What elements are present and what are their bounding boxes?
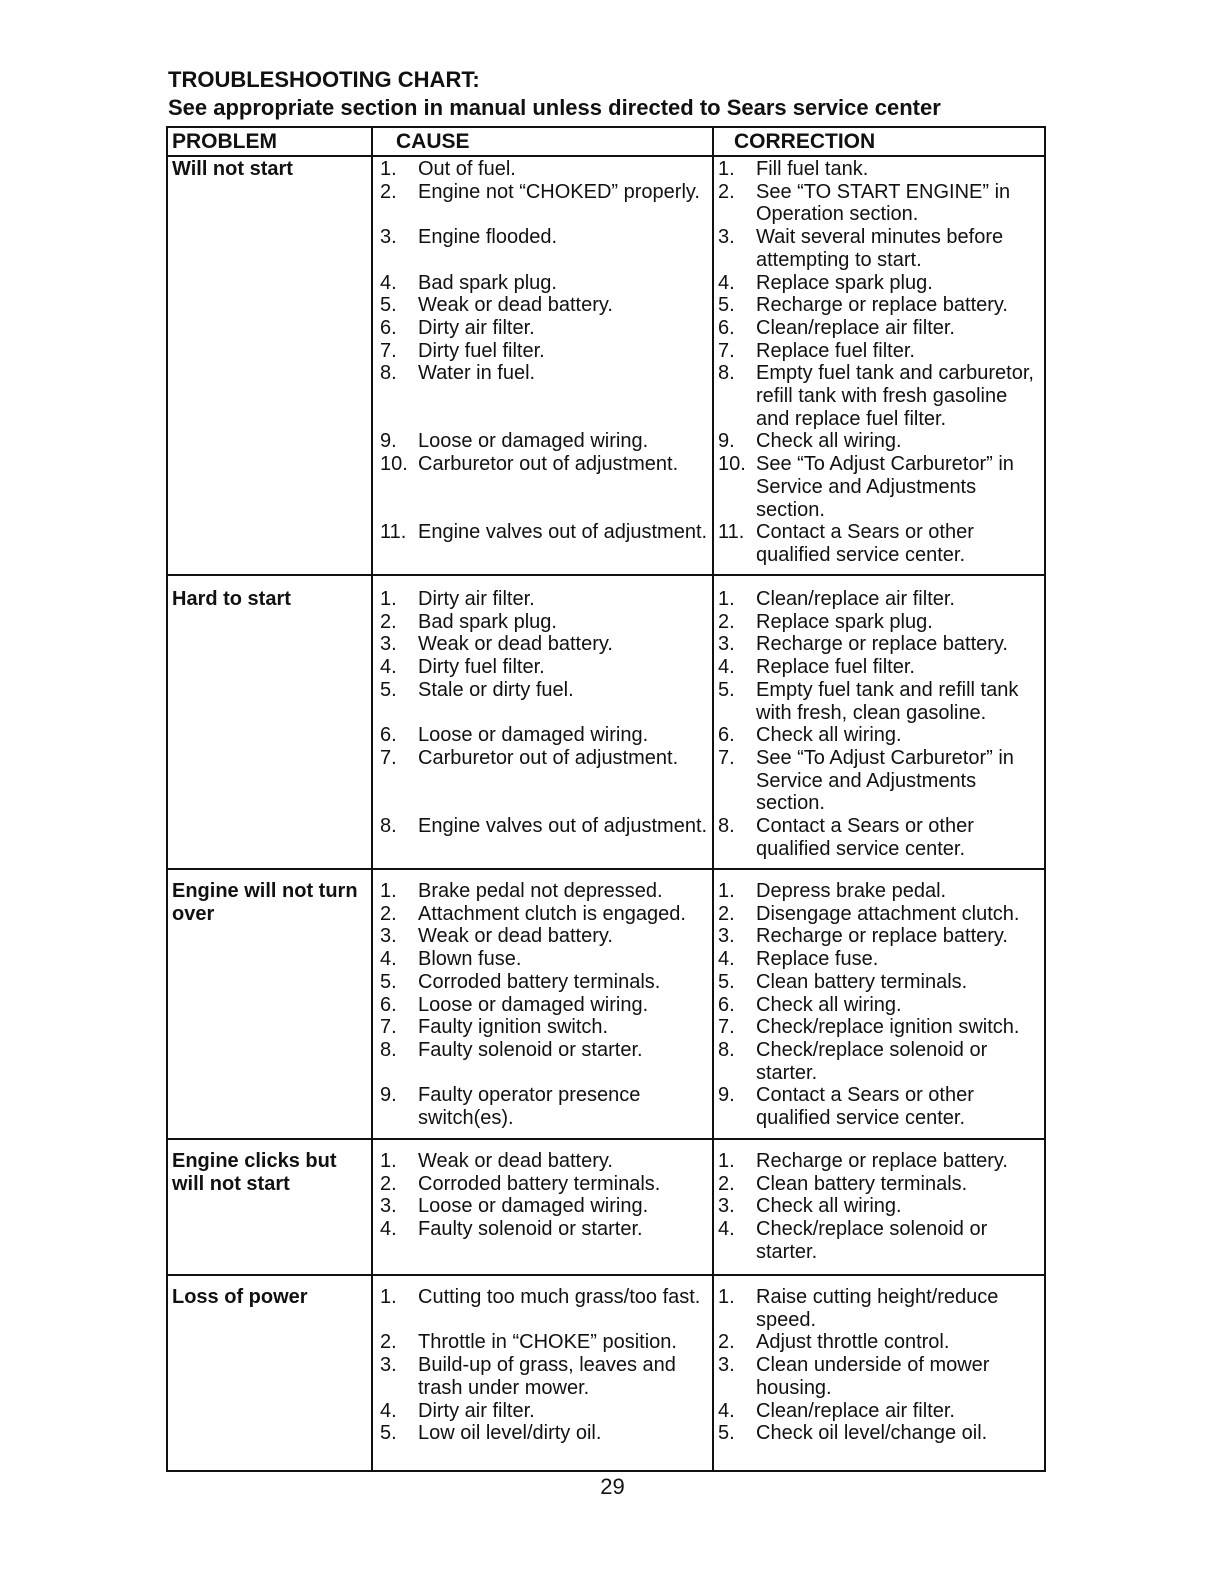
problem-label: Hard to start (172, 588, 291, 610)
cause-item (380, 1195, 710, 1218)
item-number: 10. (718, 453, 746, 476)
correction-text: Clean/replace air filter. (756, 1399, 955, 1422)
cause-text: Loose or damaged wiring. (418, 724, 649, 747)
cause-item (380, 679, 710, 702)
correction-text: Recharge or replace battery. (756, 925, 1008, 948)
cause-text: Out of fuel. (418, 158, 516, 180)
item-number: 4. (380, 948, 397, 971)
item-number: 3. (380, 226, 397, 249)
correction-text: See “To Adjust Carburetor” in Service and Adjustments section. (756, 746, 1014, 815)
correction-text: Empty fuel tank and refill tank with fresh, clean gasoline. (756, 678, 1019, 724)
item-number: 11. (380, 521, 407, 544)
item-number: 4. (380, 656, 397, 679)
correction-item (718, 430, 1044, 453)
item-number: 5. (718, 970, 735, 993)
correction-item (718, 994, 1044, 1017)
correction-item (718, 880, 1044, 903)
item-number: 2. (718, 902, 735, 925)
cause-text: Engine flooded. (418, 226, 558, 249)
item-number: 5. (380, 678, 397, 701)
item-number: 4. (380, 1399, 397, 1422)
cause-text: Engine not “CHOKED” properly. (418, 180, 700, 203)
item-number: 3. (380, 1195, 397, 1218)
header-cause: CAUSE (396, 128, 716, 157)
problem-label: Will not start (172, 158, 293, 180)
item-number: 1. (718, 588, 735, 610)
cause-item (380, 1286, 710, 1309)
item-number: 1. (718, 880, 735, 902)
correction-text: Check/replace solenoid or starter. (756, 1218, 988, 1263)
cause-item (380, 294, 710, 317)
correction-item (718, 158, 1044, 181)
cause-item (380, 1218, 710, 1241)
header-divider (168, 155, 1044, 157)
cause-text: Low oil level/dirty oil. (418, 1422, 602, 1445)
troubleshooting-table (166, 126, 1046, 1472)
cause-text: Dirty fuel filter. (418, 656, 545, 679)
correction-item (718, 226, 1044, 271)
correction-text: Replace fuse. (756, 948, 879, 971)
item-number: 3. (718, 226, 735, 249)
item-number: 2. (718, 610, 735, 633)
cause-item (380, 158, 710, 181)
cause-text: Brake pedal not depressed. (418, 880, 663, 902)
item-number: 3. (718, 1354, 735, 1377)
item-number: 4. (718, 1218, 735, 1241)
cause-text: Faulty solenoid or starter. (418, 1218, 643, 1241)
correction-item (718, 1422, 1044, 1445)
cause-text: Dirty air filter. (418, 316, 535, 339)
correction-text: Clean/replace air filter. (756, 316, 955, 339)
cause-item (380, 925, 710, 948)
correction-item (718, 724, 1044, 747)
item-number: 4. (718, 1399, 735, 1422)
cause-item (380, 226, 710, 249)
item-number: 4. (718, 271, 735, 294)
item-number: 7. (380, 1016, 397, 1039)
cause-text: Weak or dead battery. (418, 633, 613, 656)
correction-text: Clean battery terminals. (756, 1172, 968, 1195)
correction-text: Empty fuel tank and carburetor, refill tank with fresh gasoline and replace fuel filter. (756, 362, 1034, 430)
cause-item (380, 521, 710, 544)
item-number: 7. (718, 1016, 735, 1039)
correction-text: Disengage attachment clutch. (756, 902, 1020, 925)
cause-item (380, 815, 710, 838)
item-number: 5. (380, 1422, 397, 1445)
correction-text: Check all wiring. (756, 993, 902, 1016)
cause-item (380, 611, 710, 634)
cause-item (380, 453, 710, 476)
cause-text: Weak or dead battery. (418, 1150, 613, 1172)
correction-item (718, 272, 1044, 295)
correction-text: See “TO START ENGINE” in Operation section. (756, 180, 1011, 226)
correction-text: Raise cutting height/reduce speed. (756, 1286, 999, 1331)
item-number: 8. (718, 1038, 735, 1061)
item-number: 3. (380, 925, 397, 948)
item-number: 1. (718, 1286, 735, 1308)
correction-item (718, 1173, 1044, 1196)
item-number: 4. (380, 271, 397, 294)
correction-text: Contact a Sears or other qualified service center. (756, 1084, 974, 1129)
item-number: 11. (718, 521, 745, 544)
correction-text: Clean/replace air filter. (756, 588, 955, 610)
item-number: 1. (718, 1150, 735, 1172)
correction-text: Check all wiring. (756, 724, 902, 747)
correction-text: Check all wiring. (756, 1195, 902, 1218)
cause-item (380, 903, 710, 926)
cause-text: Faulty ignition switch. (418, 1016, 609, 1039)
item-number: 7. (718, 339, 735, 362)
cause-text: Dirty air filter. (418, 588, 535, 610)
cause-item (380, 1331, 710, 1354)
item-number: 6. (380, 316, 397, 339)
item-number: 8. (380, 1038, 397, 1061)
item-number: 1. (380, 1150, 397, 1172)
item-number: 7. (718, 746, 735, 769)
correction-item (718, 611, 1044, 634)
correction-item (718, 521, 1044, 566)
item-number: 5. (380, 970, 397, 993)
cause-text: Carburetor out of adjustment. (418, 453, 679, 476)
item-number: 7. (380, 746, 397, 769)
correction-item (718, 362, 1044, 430)
correction-item (718, 948, 1044, 971)
cause-item (380, 1084, 710, 1129)
page-number: 29 (600, 1474, 625, 1499)
cause-item (380, 747, 710, 770)
item-number: 8. (718, 362, 735, 385)
cause-text: Water in fuel. (418, 362, 536, 385)
correction-item (718, 925, 1044, 948)
cause-item (380, 633, 710, 656)
header-correction: CORRECTION (734, 128, 1044, 157)
correction-item (718, 340, 1044, 363)
cause-item (380, 724, 710, 747)
correction-item (718, 588, 1044, 611)
cause-item (380, 1039, 710, 1062)
cause-item (380, 656, 710, 679)
cause-item (380, 362, 710, 385)
cause-text: Weak or dead battery. (418, 294, 613, 317)
cause-text: Corroded battery terminals. (418, 970, 661, 993)
cause-text: Faulty operator presence switch(es). (418, 1084, 641, 1129)
item-number: 6. (380, 724, 397, 747)
correction-text: Wait several minutes before attempting to start. (756, 226, 1004, 271)
cause-text: Blown fuse. (418, 948, 522, 971)
correction-item (718, 317, 1044, 340)
cause-text: Weak or dead battery. (418, 925, 613, 948)
row-divider (168, 1274, 1044, 1276)
correction-item (718, 1195, 1044, 1218)
correction-text: Recharge or replace battery. (756, 1150, 1008, 1172)
correction-item (718, 1084, 1044, 1129)
cause-text: Dirty fuel filter. (418, 339, 545, 362)
cause-item (380, 1150, 710, 1173)
correction-text: Recharge or replace battery. (756, 633, 1008, 656)
item-number: 5. (718, 294, 735, 317)
row-divider (168, 1138, 1044, 1140)
cause-text: Carburetor out of adjustment. (418, 746, 679, 769)
column-divider-problem (371, 128, 373, 1470)
correction-text: Replace spark plug. (756, 610, 933, 633)
correction-item (718, 633, 1044, 656)
cause-item (380, 181, 710, 204)
chart-title: TROUBLESHOOTING CHART: (168, 67, 480, 92)
item-number: 9. (718, 430, 735, 453)
correction-item (718, 815, 1044, 860)
item-number: 6. (718, 316, 735, 339)
item-number: 2. (718, 1172, 735, 1195)
cause-text: Corroded battery terminals. (418, 1172, 661, 1195)
item-number: 4. (380, 1218, 397, 1241)
cause-item (380, 971, 710, 994)
correction-text: Clean underside of mower housing. (756, 1354, 990, 1399)
item-number: 9. (718, 1084, 735, 1107)
correction-text: See “To Adjust Carburetor” in Service and Adjustments section. (756, 453, 1014, 521)
item-number: 3. (718, 925, 735, 948)
cause-item (380, 1173, 710, 1196)
item-number: 8. (380, 362, 397, 385)
cause-item (380, 1400, 710, 1423)
item-number: 2. (380, 180, 397, 203)
item-number: 1. (718, 158, 735, 180)
correction-text: Clean battery terminals. (756, 970, 968, 993)
cause-item (380, 1016, 710, 1039)
item-number: 2. (380, 1172, 397, 1195)
correction-item (718, 747, 1044, 815)
problem-label: Engine will not turn over (172, 880, 358, 925)
problem-label: Loss of power (172, 1286, 308, 1308)
row-divider (168, 868, 1044, 870)
item-number: 4. (718, 948, 735, 971)
correction-item (718, 679, 1044, 724)
correction-text: Contact a Sears or other qualified service center. (756, 815, 974, 860)
item-number: 2. (380, 610, 397, 633)
cause-text: Loose or damaged wiring. (418, 430, 649, 453)
cause-item (380, 994, 710, 1017)
item-number: 5. (380, 294, 397, 317)
correction-text: Adjust throttle control. (756, 1331, 950, 1354)
correction-item (718, 1354, 1044, 1399)
cause-text: Cutting too much grass/too fast. (418, 1286, 701, 1308)
correction-text: Recharge or replace battery. (756, 294, 1008, 317)
column-divider-cause (712, 128, 714, 1470)
cause-item (380, 948, 710, 971)
chart-heading (168, 66, 1068, 122)
correction-text: Replace fuel filter. (756, 339, 915, 362)
correction-text: Check/replace solenoid or starter. (756, 1038, 988, 1084)
correction-text: Check/replace ignition switch. (756, 1016, 1020, 1039)
item-number: 5. (718, 678, 735, 701)
item-number: 8. (718, 815, 735, 837)
problem-label: Engine clicks but will not start (172, 1150, 337, 1195)
correction-text: Check all wiring. (756, 430, 902, 453)
cause-item (380, 317, 710, 340)
correction-item (718, 181, 1044, 226)
correction-item (718, 971, 1044, 994)
item-number: 6. (718, 993, 735, 1016)
item-number: 2. (380, 902, 397, 925)
correction-item (718, 1286, 1044, 1331)
correction-item (718, 903, 1044, 926)
item-number: 2. (718, 180, 735, 203)
item-number: 2. (380, 1331, 397, 1354)
cause-item (380, 1422, 710, 1445)
correction-item (718, 1331, 1044, 1354)
item-number: 1. (380, 588, 397, 610)
correction-item (718, 453, 1044, 521)
correction-item (718, 294, 1044, 317)
cause-item (380, 880, 710, 903)
item-number: 8. (380, 815, 397, 837)
cause-text: Loose or damaged wiring. (418, 1195, 649, 1218)
item-number: 3. (718, 633, 735, 656)
correction-item (718, 656, 1044, 679)
cause-item (380, 588, 710, 611)
cause-item (380, 340, 710, 363)
header-problem: PROBLEM (172, 128, 372, 157)
correction-text: Depress brake pedal. (756, 880, 947, 902)
cause-item (380, 430, 710, 453)
correction-item (718, 1150, 1044, 1173)
item-number: 1. (380, 158, 397, 180)
cause-text: Dirty air filter. (418, 1399, 535, 1422)
cause-text: Loose or damaged wiring. (418, 993, 649, 1016)
item-number: 3. (380, 1354, 397, 1377)
correction-text: Fill fuel tank. (756, 158, 869, 180)
cause-text: Faulty solenoid or starter. (418, 1038, 643, 1061)
item-number: 1. (380, 880, 397, 902)
correction-text: Replace fuel filter. (756, 656, 915, 679)
correction-text: Replace spark plug. (756, 271, 933, 294)
cause-text: Attachment clutch is engaged. (418, 902, 686, 925)
cause-item (380, 1354, 710, 1399)
cause-text: Throttle in “CHOKE” position. (418, 1331, 677, 1354)
item-number: 7. (380, 339, 397, 362)
cause-text: Bad spark plug. (418, 610, 557, 633)
cause-text: Engine valves out of adjustment. (418, 521, 708, 544)
correction-item (718, 1039, 1044, 1084)
item-number: 6. (380, 993, 397, 1016)
item-number: 9. (380, 1084, 397, 1107)
cause-item (380, 272, 710, 295)
item-number: 4. (718, 656, 735, 679)
correction-item (718, 1400, 1044, 1423)
correction-text: Contact a Sears or other qualified service center. (756, 521, 974, 566)
item-number: 2. (718, 1331, 735, 1354)
chart-subtitle: See appropriate section in manual unless directed to Sears service center (168, 95, 941, 120)
item-number: 6. (718, 724, 735, 747)
row-divider (168, 574, 1044, 576)
cause-text: Stale or dirty fuel. (418, 678, 574, 701)
item-number: 3. (718, 1195, 735, 1218)
correction-text: Check oil level/change oil. (756, 1422, 988, 1445)
item-number: 10. (380, 453, 408, 476)
correction-item (718, 1218, 1044, 1263)
correction-item (718, 1016, 1044, 1039)
cause-text: Build-up of grass, leaves and trash under mower. (418, 1354, 676, 1399)
item-number: 1. (380, 1286, 397, 1308)
cause-text: Engine valves out of adjustment. (418, 815, 708, 837)
item-number: 9. (380, 430, 397, 453)
item-number: 3. (380, 633, 397, 656)
cause-text: Bad spark plug. (418, 271, 557, 294)
item-number: 5. (718, 1422, 735, 1445)
